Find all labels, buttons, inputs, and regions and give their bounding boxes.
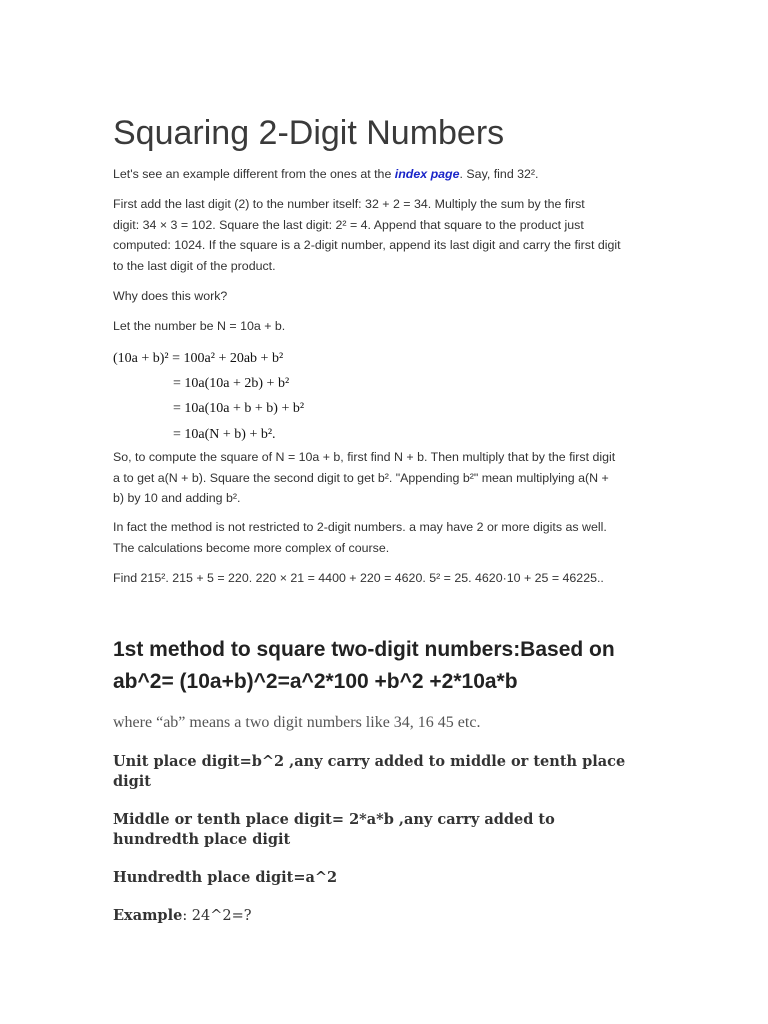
math-line-4: = 10a(N + b) + b². — [173, 427, 276, 442]
middle-place-line-1: Middle or tenth place digit= 2*a*b ,any carry added to — [113, 811, 555, 828]
intro-text-before: Let's see an example different from the ones at the — [113, 167, 395, 181]
find-paragraph: Find 215². 215 + 5 = 220. 220 × 21 = 4400 + 220 = 4620. 5² = 25. 4620·10 + 25 = 46225.. — [113, 571, 604, 585]
so-line-2: a to get a(N + b). Square the second digit to get b². "Appending b²" mean multiplying a(N + — [113, 470, 609, 485]
hundredth-place-paragraph: Hundredth place digit=a^2 — [113, 869, 338, 886]
method-line-2: digit: 34 × 3 = 102. Square the last digit: 2² = 4. Append that square to the product just — [113, 217, 584, 232]
math-line-3: = 10a(10a + b + b) + b² — [173, 401, 305, 416]
fact-line-1: In fact the method is not restricted to 2-digit numbers. a may have 2 or more digits as well. — [113, 520, 607, 534]
method-line-3: computed: 1024. If the square is a 2-digit number, append its last digit and carry the first digit — [113, 238, 621, 252]
so-line-1: So, to compute the square of N = 10a + b, first find N + b. Then multiply that by the first digit — [113, 450, 616, 464]
section-heading-line-2: ab^2= (10a+b)^2=a^2*100 +b^2 +2*10a*b — [113, 670, 518, 693]
unit-place-line-2: digit — [113, 773, 151, 790]
unit-place-paragraph — [113, 752, 658, 792]
example-label: Example — [113, 907, 183, 924]
let-paragraph: Let the number be N = 10a + b. — [113, 319, 286, 333]
section-heading — [113, 634, 673, 698]
middle-place-paragraph — [113, 810, 658, 850]
middle-place-line-2: hundredth place digit — [113, 831, 291, 848]
fact-paragraph — [113, 517, 658, 558]
where-paragraph: where “ab” means a two digit numbers like 34, 16 45 etc. — [113, 714, 481, 731]
fact-line-2: The calculations become more complex of course. — [113, 540, 390, 555]
method-paragraph — [113, 194, 658, 276]
intro-paragraph — [113, 164, 658, 185]
example-paragraph — [113, 906, 658, 926]
math-line-2: = 10a(10a + 2b) + b² — [173, 376, 290, 391]
index-page-link[interactable]: index page — [394, 167, 460, 181]
intro-text-after: . Say, find 32². — [459, 167, 539, 181]
example-question: : 24^2=? — [182, 908, 252, 924]
method-line-1: First add the last digit (2) to the number itself: 32 + 2 = 34. Multiply the sum by the first — [113, 197, 585, 211]
why-paragraph: Why does this work? — [113, 289, 228, 303]
so-line-3: b) by 10 and adding b². — [113, 491, 241, 505]
method-line-4: to the last digit of the product. — [113, 258, 276, 273]
page-title: Squaring 2-Digit Numbers — [113, 114, 505, 152]
math-line-1: (10a + b)² = 100a² + 20ab + b² — [113, 351, 284, 366]
so-paragraph — [113, 447, 658, 509]
unit-place-line-1: Unit place digit=b^2 ,any carry added to middle or tenth place — [113, 753, 626, 770]
section-heading-line-1: 1st method to square two-digit numbers:Based on — [113, 638, 615, 661]
